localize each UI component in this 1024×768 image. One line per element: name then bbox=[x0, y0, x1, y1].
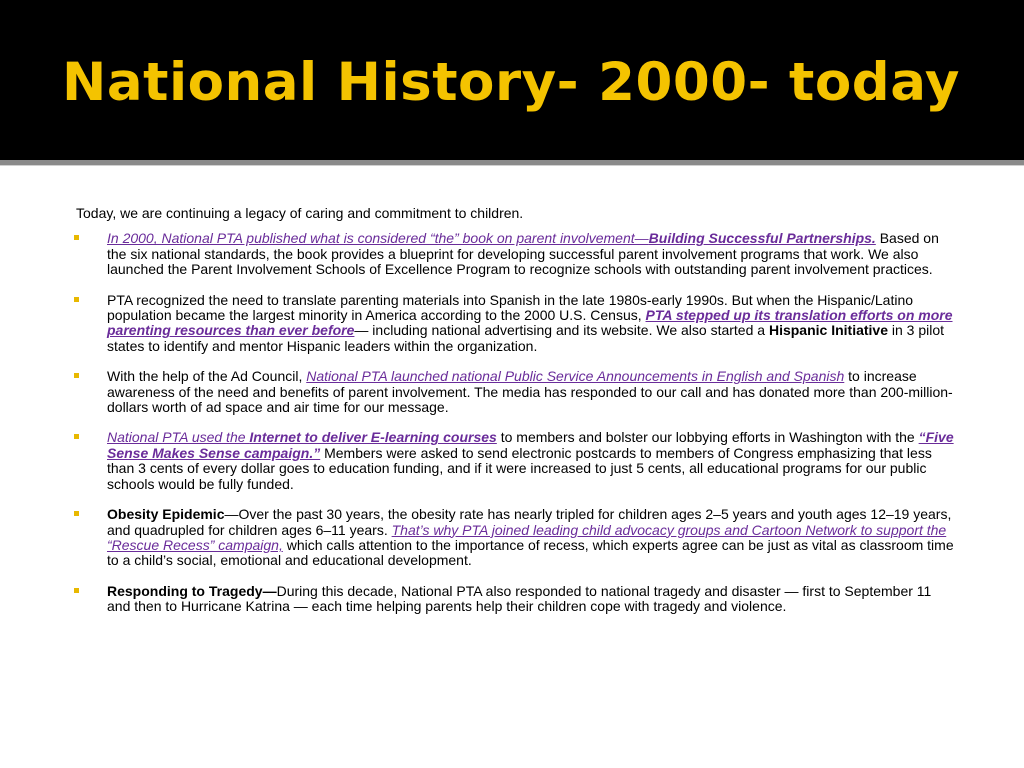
yellow-square-bullet-icon bbox=[74, 434, 79, 439]
bullet-list bbox=[74, 231, 954, 614]
bullet-item bbox=[74, 293, 954, 355]
link-five-sense-campaign[interactable]: “Five Sense Makes Sense campaign.” bbox=[107, 429, 954, 461]
bullet-text: Members were asked to send electronic postcards to members of Congress emphasizing that less than 3 cents of every dollar goes to education funding, and if it were increased to just 5 cents, all educational programs for our public schools would be fully funded. bbox=[107, 444, 932, 492]
bullet-item bbox=[74, 584, 954, 615]
bullet-text: PTA recognized the need to translate parenting materials into Spanish in the late 1980s-early 1990s. But when the Hispanic/Latino population became the largest minority in America according to the 2000 U.S. Census, bbox=[107, 291, 914, 324]
link-building-successful-partnerships[interactable]: Building Successful Partnerships. bbox=[648, 230, 876, 247]
bullet-text: to members and bolster our lobbying efforts in Washington with the bbox=[496, 429, 919, 446]
bullet-bold-term: Responding to Tragedy— bbox=[107, 582, 277, 599]
link-parent-involvement-book[interactable]: In 2000, National PTA published what is considered “the” book on parent involvement— bbox=[107, 230, 649, 247]
bullet-text: to increase awareness of the need and benefits of parent involvement. The media has responded to our call and has donated more than 200-million-dollars worth of ad space and air time for our message. bbox=[107, 368, 953, 416]
yellow-square-bullet-icon bbox=[74, 297, 79, 302]
link-translation-efforts[interactable]: PTA stepped up its translation efforts on more parenting resources than ever before bbox=[107, 307, 953, 339]
bullet-item bbox=[74, 231, 954, 277]
bullet-text: —Over the past 30 years, the obesity rate has nearly tripled for children ages 2–5 years and youth ages 12–19 years, and quadrupled for children ages 6–11 years. bbox=[107, 506, 952, 538]
bullet-text: which calls attention to the importance of recess, which experts agree can be just as vital as classroom time to a child’s social, emotional and educational development. bbox=[107, 536, 954, 569]
intro-text: Today, we are continuing a legacy of caring and commitment to children. bbox=[76, 205, 524, 221]
yellow-square-bullet-icon bbox=[74, 235, 79, 240]
yellow-square-bullet-icon bbox=[74, 373, 79, 378]
slide-body bbox=[74, 206, 954, 615]
link-rescue-recess-campaign[interactable]: That’s why PTA joined leading child advocacy groups and Cartoon Network to support the “Rescue Recess” campaign, bbox=[107, 521, 947, 553]
bullet-item bbox=[74, 430, 954, 492]
bullet-bold-term: Obesity Epidemic bbox=[107, 506, 225, 523]
bullet-bold-term: Hispanic Initiative bbox=[768, 322, 888, 339]
bullet-text: — including national advertising and its website. We also started a bbox=[354, 322, 769, 339]
bullet-text: in 3 pilot states to identify and mentor Hispanic leaders within the organization. bbox=[107, 322, 945, 354]
title-bar bbox=[0, 0, 1024, 160]
link-national-pta-used[interactable]: National PTA used the bbox=[107, 429, 250, 446]
bullet-item bbox=[74, 369, 954, 415]
content-area bbox=[0, 166, 1024, 768]
yellow-square-bullet-icon bbox=[74, 588, 79, 593]
bullet-text: With the help of the Ad Council, bbox=[107, 368, 307, 385]
bullet-text: Based on the six national standards, the book provides a blueprint for developing successful parent involvement programs that work. We also launched the Parent Involvement Schools of Excellence Program to recognize schools with outstanding parent involvement practices. bbox=[107, 230, 939, 278]
bullet-item bbox=[74, 507, 954, 569]
link-e-learning-courses[interactable]: Internet to deliver E-learning courses bbox=[249, 429, 497, 446]
bullet-text: During this decade, National PTA also responded to national tragedy and disaster — first to September 11 and then to Hurricane Katrina — each time helping parents help their children cope with tragedy and violence. bbox=[107, 582, 932, 615]
yellow-square-bullet-icon bbox=[74, 511, 79, 516]
slide-title: National History- 2000- today bbox=[62, 52, 960, 113]
link-public-service-announcements[interactable]: National PTA launched national Public Service Announcements in English and Spanish bbox=[306, 368, 845, 385]
